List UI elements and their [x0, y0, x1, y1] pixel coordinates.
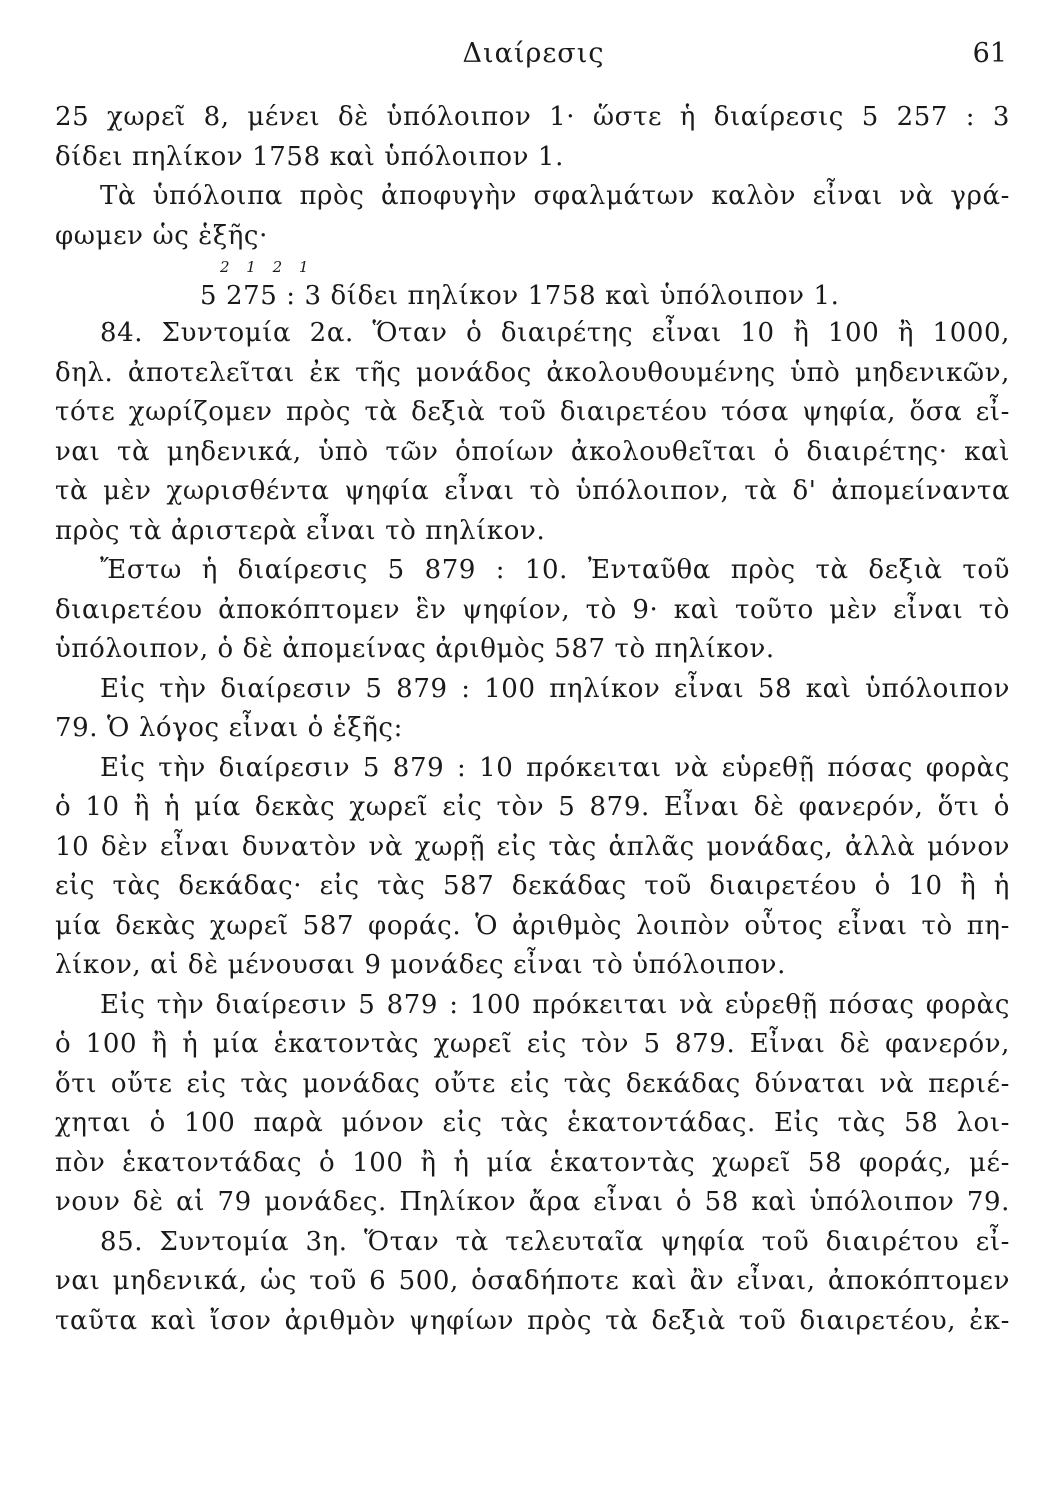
division-formula: 5 275 : 3 δίδει πηλίκον 1758 καὶ ὑπόλοιπον 1. [200, 281, 840, 311]
section-84-heading: 84. Συντομία 2α. Ὅταν ὁ διαιρέτης εἶναι 10 ἢ 100 ἢ 1000, [100, 318, 1010, 348]
text-line: εἰς τὰς δεκάδας· εἰς τὰς 587 δεκάδας τοῦ διαιρετέου ὁ 10 ἢ ἡ [55, 871, 1010, 901]
running-title: Διαίρεσις [462, 38, 605, 69]
text-line: ὁ 100 ἢ ἡ μία ἑκατοντὰς χωρεῖ εἰς τὸν 5 879. Εἶναι δὲ φανερόν, [55, 1029, 1010, 1059]
text-line: Ἔστω ἡ διαίρεσις 5 879 : 10. Ἐνταῦθα πρὸς τὰ δεξιὰ τοῦ [100, 555, 1010, 585]
text-line: ναι μηδενικά, ὡς τοῦ 6 500, ὁσαδήποτε καὶ ἂν εἶναι, ἀποκόπτομεν [55, 1266, 1010, 1296]
carry-digits: 2 1 2 1 [220, 258, 315, 276]
text-line: Εἰς τὴν διαίρεσιν 5 879 : 100 πηλίκον εἶναι 58 καὶ ὑπόλοιπον [100, 673, 1010, 704]
text-line: 10 δὲν εἶναι δυνατὸν νὰ χωρῇ εἰς τὰς ἁπλᾶς μονάδας, ἀλλὰ μόνον [55, 831, 1010, 862]
text-line: 79. Ὁ λόγος εἶναι ὁ ἑξῆς: [55, 713, 403, 743]
text-line: Εἰς τὴν διαίρεσιν 5 879 : 100 πρόκειται νὰ εὑρεθῇ πόσας φορὰς [100, 989, 1010, 1020]
text-line: ὁ 10 ἢ ἡ μία δεκὰς χωρεῖ εἰς τὸν 5 879. Εἶναι δὲ φανερόν, ὅτι ὁ [55, 792, 1010, 822]
text-line: δίδει πηλίκον 1758 καὶ ὑπόλοιπον 1. [55, 141, 564, 172]
text-line: ὑπόλοιπον, ὁ δὲ ἀπομείνας ἀριθμὸς 587 τὸ πηλίκον. [55, 634, 775, 664]
text-line: ναι τὰ μηδενικά, ὑπὸ τῶν ὁποίων ἀκολουθεῖται ὁ διαιρέτης· καὶ [55, 436, 1010, 467]
text-line: χηται ὁ 100 παρὰ μόνον εἰς τὰς ἑκατοντάδας. Εἰς τὰς 58 λοι- [55, 1108, 1010, 1138]
text-line: ὅτι οὔτε εἰς τὰς μονάδας οὔτε εἰς τὰς δεκάδας δύναται νὰ περιέ- [55, 1068, 1010, 1099]
page-number: 61 [972, 38, 1007, 69]
section-85-heading: 85. Συντομία 3η. Ὅταν τὰ τελευταῖα ψηφία τοῦ διαιρέτου εἶ- [100, 1226, 1010, 1257]
running-header [60, 38, 1007, 78]
text-line: Τὰ ὑπόλοιπα πρὸς ἀποφυγὴν σφαλμάτων καλὸν εἶναι νὰ γρά- [100, 181, 1010, 211]
text-line: Εἰς τὴν διαίρεσιν 5 879 : 10 πρόκειται νὰ εὑρεθῇ πόσας φορὰς [100, 752, 1010, 783]
text-line: διαιρετέου ἀποκόπτομεν ἓν ψηφίον, τὸ 9· καὶ τοῦτο μὲν εἶναι τὸ [55, 594, 1010, 625]
text-line: ταῦτα καὶ ἴσον ἀριθμὸν ψηφίων πρὸς τὰ δεξιὰ τοῦ διαιρετέου, ἐκ- [55, 1305, 1010, 1336]
text-line: μία δεκὰς χωρεῖ 587 φοράς. Ὁ ἀριθμὸς λοιπὸν οὗτος εἶναι τὸ πη- [55, 910, 1010, 941]
text-line: δηλ. ἀποτελεῖται ἐκ τῆς μονάδος ἀκολουθουμένης ὑπὸ μηδενικῶν, [55, 357, 1010, 388]
body-text [55, 98, 1010, 1341]
text-line: πρὸς τὰ ἀριστερὰ εἶναι τὸ πηλίκον. [55, 515, 546, 546]
text-line: τὰ μὲν χωρισθέντα ψηφία εἶναι τὸ ὑπόλοιπον, τὰ δ' ἀπομείναντα [55, 476, 1010, 506]
text-line: νουν δὲ αἱ 79 μονάδες. Πηλίκον ἄρα εἶναι ὁ 58 καὶ ὑπόλοιπον 79. [55, 1187, 1010, 1217]
text-line: πὸν ἑκατοντάδας ὁ 100 ἢ ἡ μία ἑκατοντὰς χωρεῖ 58 φοράς, μέ- [55, 1147, 1010, 1178]
text-line: φωμεν ὡς ἑξῆς· [55, 220, 268, 251]
text-line: τότε χωρίζομεν πρὸς τὰ δεξιὰ τοῦ διαιρετέου τόσα ψηφία, ὅσα εἶ- [55, 397, 1010, 427]
text-line: 25 χωρεῖ 8, μένει δὲ ὑπόλοιπον 1· ὥστε ἡ διαίρεσις 5 257 : 3 [55, 102, 1010, 132]
text-line: λίκον, αἱ δὲ μένουσαι 9 μονάδες εἶναι τὸ ὑπόλοιπον. [55, 950, 786, 980]
